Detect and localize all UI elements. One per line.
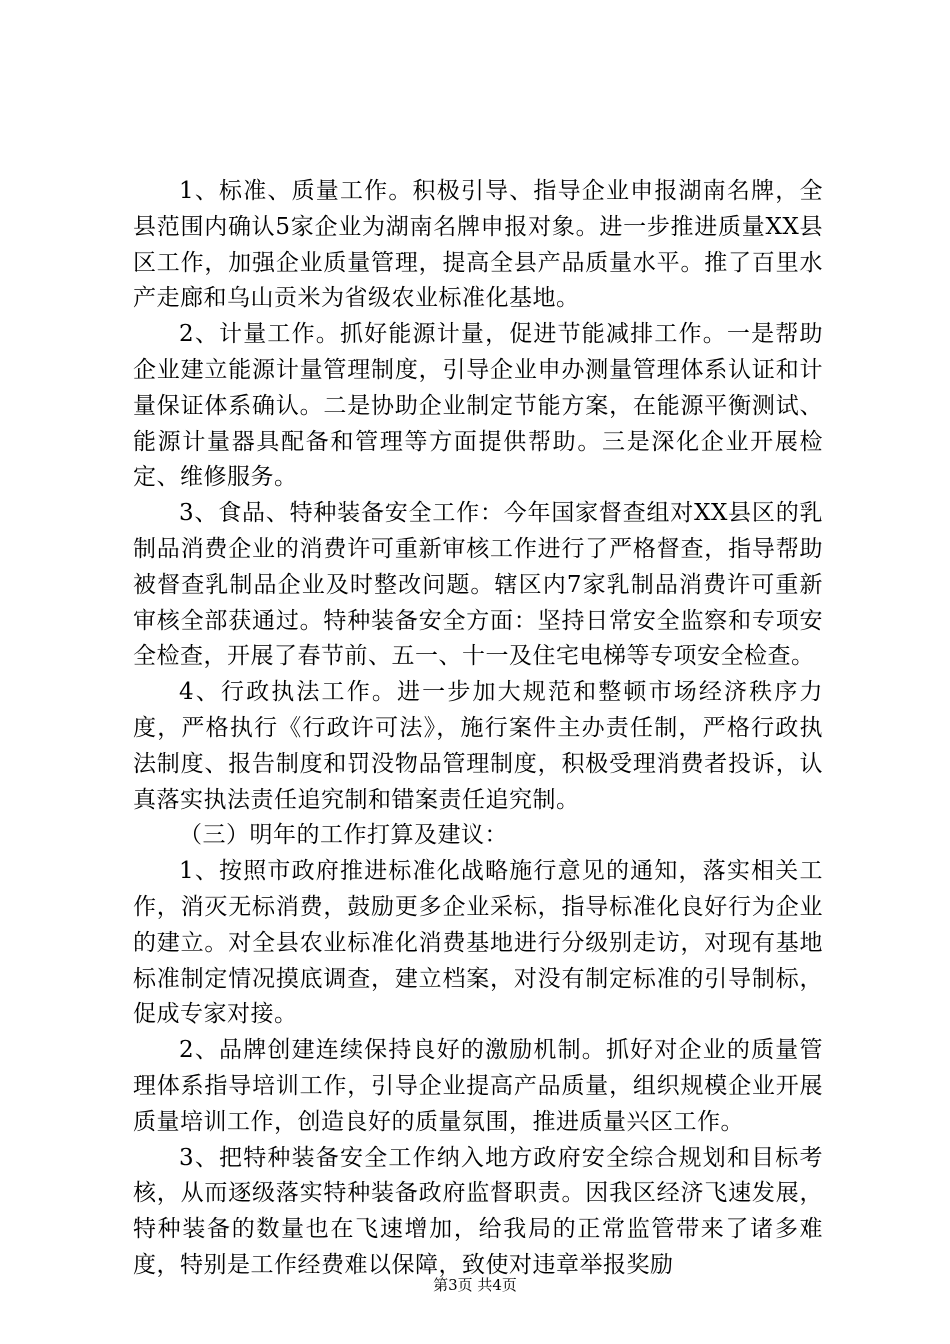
paragraph-food-equipment-safety: 3、食品、特种装备安全工作：今年国家督查组对XX县区的乳制品消费企业的消费许可重新审核工作进行了严格督查，指导帮助被督查乳制品企业及时整改问题。辖区内7家乳制品消费许可重新审核全部获通过。特种装备安全方面：坚持日常安全监察和专项安全检查，开展了春节前、五一、十一及住宅电梯等专项安全检查。: [133, 500, 823, 670]
page-number: 第3页 共4页: [433, 1276, 517, 1294]
paragraph-plan-standardization: 1、按照市政府推进标准化战略施行意见的通知，落实相关工作，消灭无标消费，鼓励更多企业采标，指导标准化良好行为企业的建立。对全县农业标准化消费基地进行分级别走访，对现有基地标准制定情况摸底调查，建立档案，对没有制定标准的引导制标，促成专家对接。: [133, 858, 823, 1028]
paragraph-plan-brand: 2、品牌创建连续保持良好的激励机制。抓好对企业的质量管理体系指导培训工作，引导企业提高产品质量，组织规模企业开展质量培训工作，创造良好的质量氛围，推进质量兴区工作。: [133, 1037, 823, 1135]
paragraph-administrative-enforcement: 4、行政执法工作。进一步加大规范和整顿市场经济秩序力度，严格执行《行政许可法》，施行案件主办责任制，严格行政执法制度、报告制度和罚没物品管理制度，积极受理消费者投诉，认真落实执法责任追究制和错案责任追究制。: [133, 679, 823, 813]
paragraph-plan-special-equipment: 3、把特种装备安全工作纳入地方政府安全综合规划和目标考核，从而逐级落实特种装备政府监督职责。因我区经济飞速发展，特种装备的数量也在飞速增加，给我局的正常监管带来了诸多难度，特别是工作经费难以保障，致使对违章举报奖励: [133, 1144, 823, 1278]
paragraph-metrology: 2、计量工作。抓好能源计量，促进节能减排工作。一是帮助企业建立能源计量管理制度，引导企业申办测量管理体系认证和计量保证体系确认。二是协助企业制定节能方案，在能源平衡测试、能源计量器具配备和管理等方面提供帮助。三是深化企业开展检定、维修服务。: [133, 321, 823, 491]
document-body: [133, 174, 823, 1284]
paragraph-standards-quality: 1、标准、质量工作。积极引导、指导企业申报湖南名牌，全县范围内确认5家企业为湖南名牌申报对象。进一步推进质量XX县区工作，加强企业质量管理，提高全县产品质量水平。推了百里水产走廊和乌山贡米为省级农业标准化基地。: [133, 178, 823, 312]
section-heading: （三）明年的工作打算及建议：: [179, 822, 508, 849]
page-footer: [0, 1275, 950, 1295]
